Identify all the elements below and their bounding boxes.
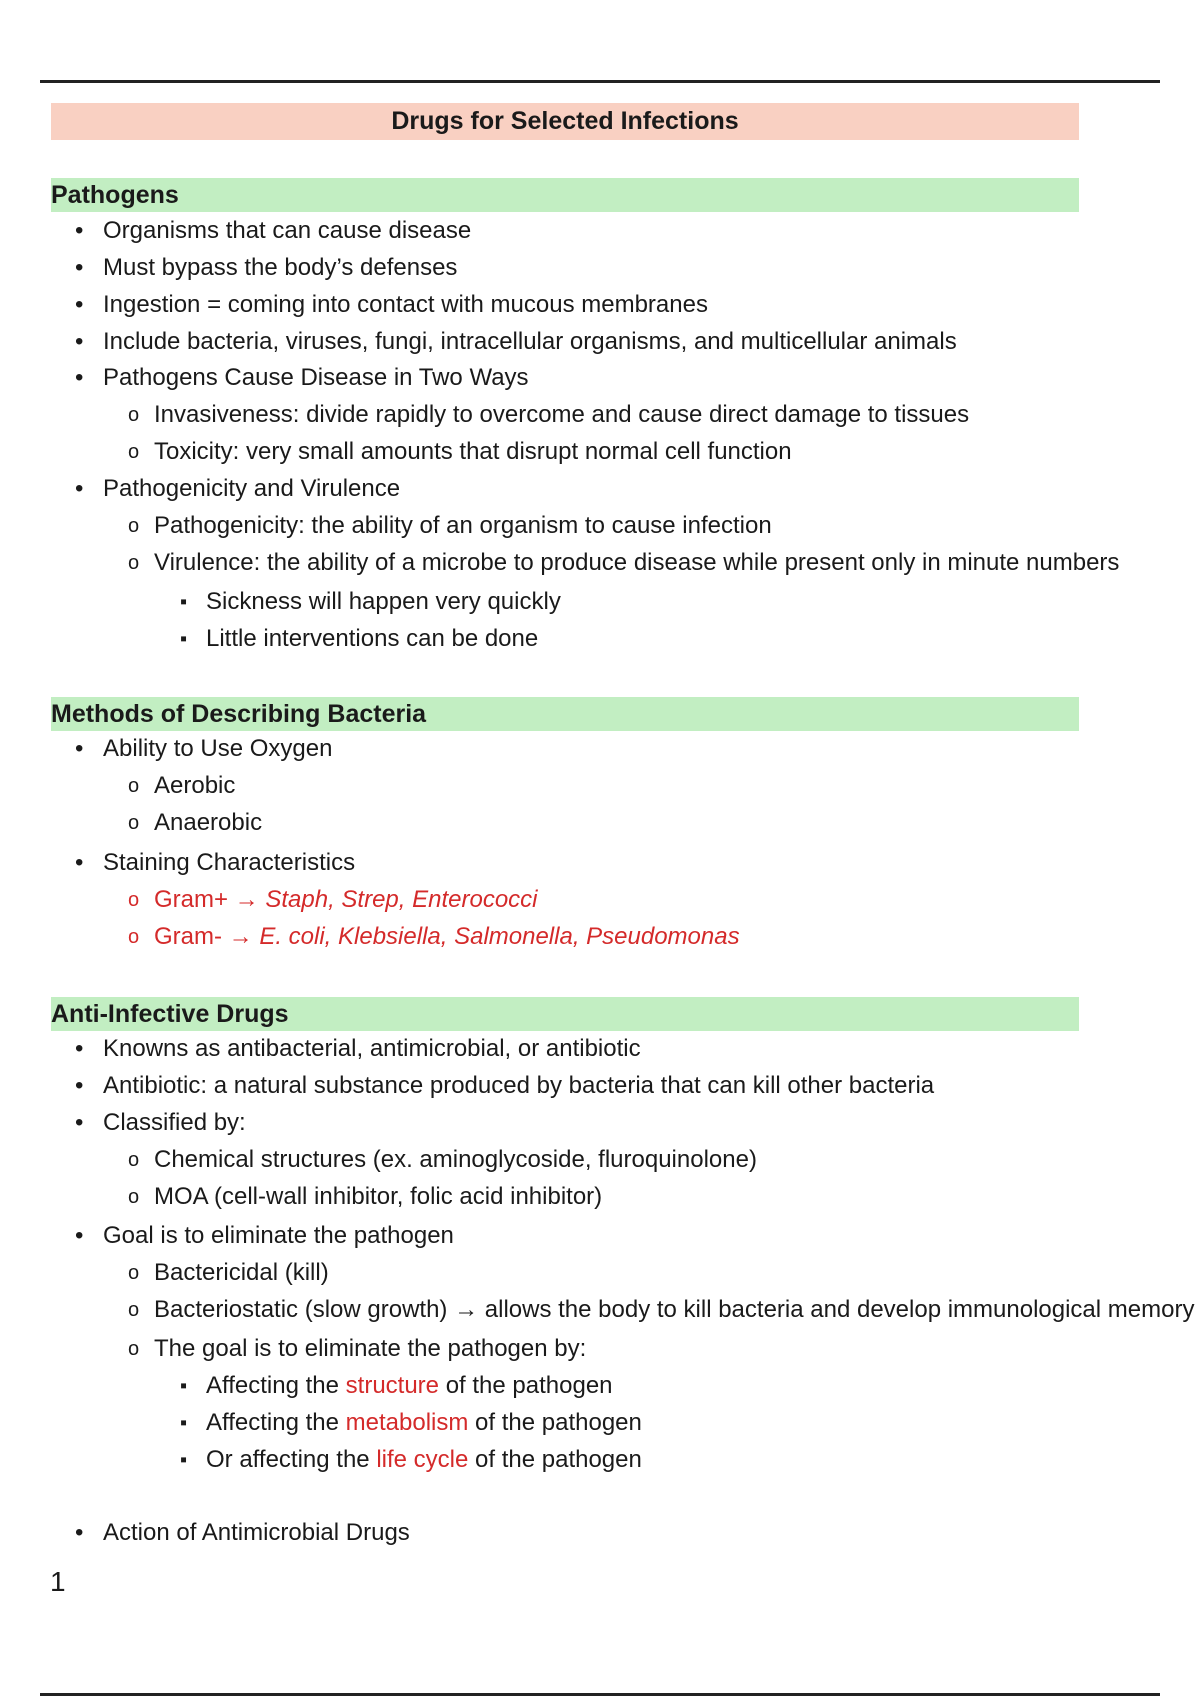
list-item: Anaerobic	[154, 809, 263, 836]
bullet-icon: •	[75, 1072, 84, 1099]
gram-negative-label: Gram- →	[154, 923, 260, 950]
bullet-icon: •	[75, 328, 84, 355]
list-item-structure	[206, 1371, 613, 1401]
list-item: Virulence: the ability of a microbe to produce disease while present only in minute numbers	[154, 549, 1120, 576]
gram-positive-examples: Staph, Strep, Enterococci	[265, 886, 538, 913]
list-item: Classified by:	[103, 1109, 246, 1136]
bullet-icon: •	[75, 291, 84, 318]
bullet-icon: •	[75, 735, 84, 762]
bottom-rule	[40, 1693, 1160, 1696]
circle-bullet-icon: o	[128, 441, 140, 463]
circle-bullet-icon: o	[128, 812, 140, 834]
circle-bullet-icon: o	[128, 1262, 140, 1284]
bullet-icon: •	[75, 1035, 84, 1062]
list-item: Knowns as antibacterial, antimicrobial, or antibiotic	[103, 1035, 641, 1062]
circle-bullet-icon: o	[128, 515, 140, 537]
circle-bullet-icon: o	[128, 1149, 140, 1171]
bullet-icon: •	[75, 1109, 84, 1136]
text-post: of the pathogen	[468, 1409, 642, 1436]
list-item: Pathogens Cause Disease in Two Ways	[103, 364, 529, 391]
highlight-lifecycle: life cycle	[376, 1446, 469, 1473]
list-item: Must bypass the body’s defenses	[103, 254, 458, 281]
list-item: Toxicity: very small amounts that disrupt normal cell function	[154, 438, 792, 465]
circle-bullet-icon: o	[128, 775, 140, 797]
list-item: Ingestion = coming into contact with mucous membranes	[103, 291, 708, 318]
section-heading-pathogens	[51, 178, 1079, 212]
document-title: Drugs for Selected Infections	[51, 103, 1079, 140]
section-heading-bacteria	[51, 697, 1079, 731]
section-heading-label: Methods of Describing Bacteria	[51, 700, 427, 728]
page-number: 1	[50, 1566, 66, 1597]
list-item: Goal is to eliminate the pathogen	[103, 1222, 454, 1249]
list-item: Include bacteria, viruses, fungi, intracellular organisms, and multicellular animals	[103, 328, 957, 355]
circle-bullet-icon: o	[128, 889, 140, 911]
text-pre: Or affecting the	[206, 1446, 377, 1473]
gram-positive-label: Gram+ →	[154, 886, 266, 913]
list-item: The goal is to eliminate the pathogen by:	[154, 1335, 587, 1362]
circle-bullet-icon: o	[128, 1338, 140, 1360]
gram-negative-examples: E. coli, Klebsiella, Salmonella, Pseudomonas	[259, 923, 740, 950]
bullet-icon: •	[75, 254, 84, 281]
circle-bullet-icon: o	[128, 552, 140, 574]
square-bullet-icon: ▪	[180, 628, 188, 650]
bullet-icon: •	[75, 1519, 84, 1546]
text-pre: Affecting the	[206, 1372, 346, 1399]
bullet-icon: •	[75, 364, 84, 391]
circle-bullet-icon: o	[128, 1299, 140, 1321]
highlight-structure: structure	[345, 1372, 440, 1399]
list-item: Pathogenicity: the ability of an organism to cause infection	[154, 512, 772, 539]
list-item-metabolism	[206, 1408, 642, 1438]
list-item: Aerobic	[154, 772, 236, 799]
highlight-metabolism: metabolism	[345, 1409, 469, 1436]
list-item: Antibiotic: a natural substance produced by bacteria that can kill other bacteria	[103, 1072, 935, 1099]
text-post: of the pathogen	[439, 1372, 613, 1399]
square-bullet-icon: ▪	[180, 591, 188, 613]
list-item: Action of Antimicrobial Drugs	[103, 1519, 410, 1546]
bullet-icon: •	[75, 217, 84, 244]
list-item: Pathogenicity and Virulence	[103, 475, 401, 502]
top-rule	[40, 80, 1160, 83]
text-post: of the pathogen	[468, 1446, 642, 1473]
section-heading-label: Anti-Infective Drugs	[51, 1000, 289, 1028]
list-item-gram-positive	[154, 885, 538, 915]
list-item: Staining Characteristics	[103, 849, 356, 876]
list-item: Sickness will happen very quickly	[206, 588, 561, 615]
list-item: Chemical structures (ex. aminoglycoside, fluroquinolone)	[154, 1146, 757, 1173]
list-item: Bactericidal (kill)	[154, 1259, 329, 1286]
list-item: MOA (cell-wall inhibitor, folic acid inhibitor)	[154, 1183, 603, 1210]
bullet-icon: •	[75, 849, 84, 876]
bullet-icon: •	[75, 475, 84, 502]
square-bullet-icon: ▪	[180, 1412, 188, 1434]
circle-bullet-icon: o	[128, 404, 140, 426]
list-item: Bacteriostatic (slow growth) → allows the body to kill bacteria and develop immunological memory	[154, 1296, 1195, 1323]
bullet-icon: •	[75, 1222, 84, 1249]
section-heading-antiinfective	[51, 997, 1079, 1031]
list-item-gram-negative	[154, 922, 740, 952]
list-item: Organisms that can cause disease	[103, 217, 472, 244]
square-bullet-icon: ▪	[180, 1375, 188, 1397]
list-item-lifecycle	[206, 1445, 642, 1475]
section-heading-label: Pathogens	[51, 181, 179, 209]
square-bullet-icon: ▪	[180, 1449, 188, 1471]
circle-bullet-icon: o	[128, 926, 140, 948]
text-pre: Affecting the	[206, 1409, 346, 1436]
list-item: Invasiveness: divide rapidly to overcome and cause direct damage to tissues	[154, 401, 970, 428]
list-item: Little interventions can be done	[206, 625, 539, 652]
list-item: Ability to Use Oxygen	[103, 735, 333, 762]
circle-bullet-icon: o	[128, 1186, 140, 1208]
